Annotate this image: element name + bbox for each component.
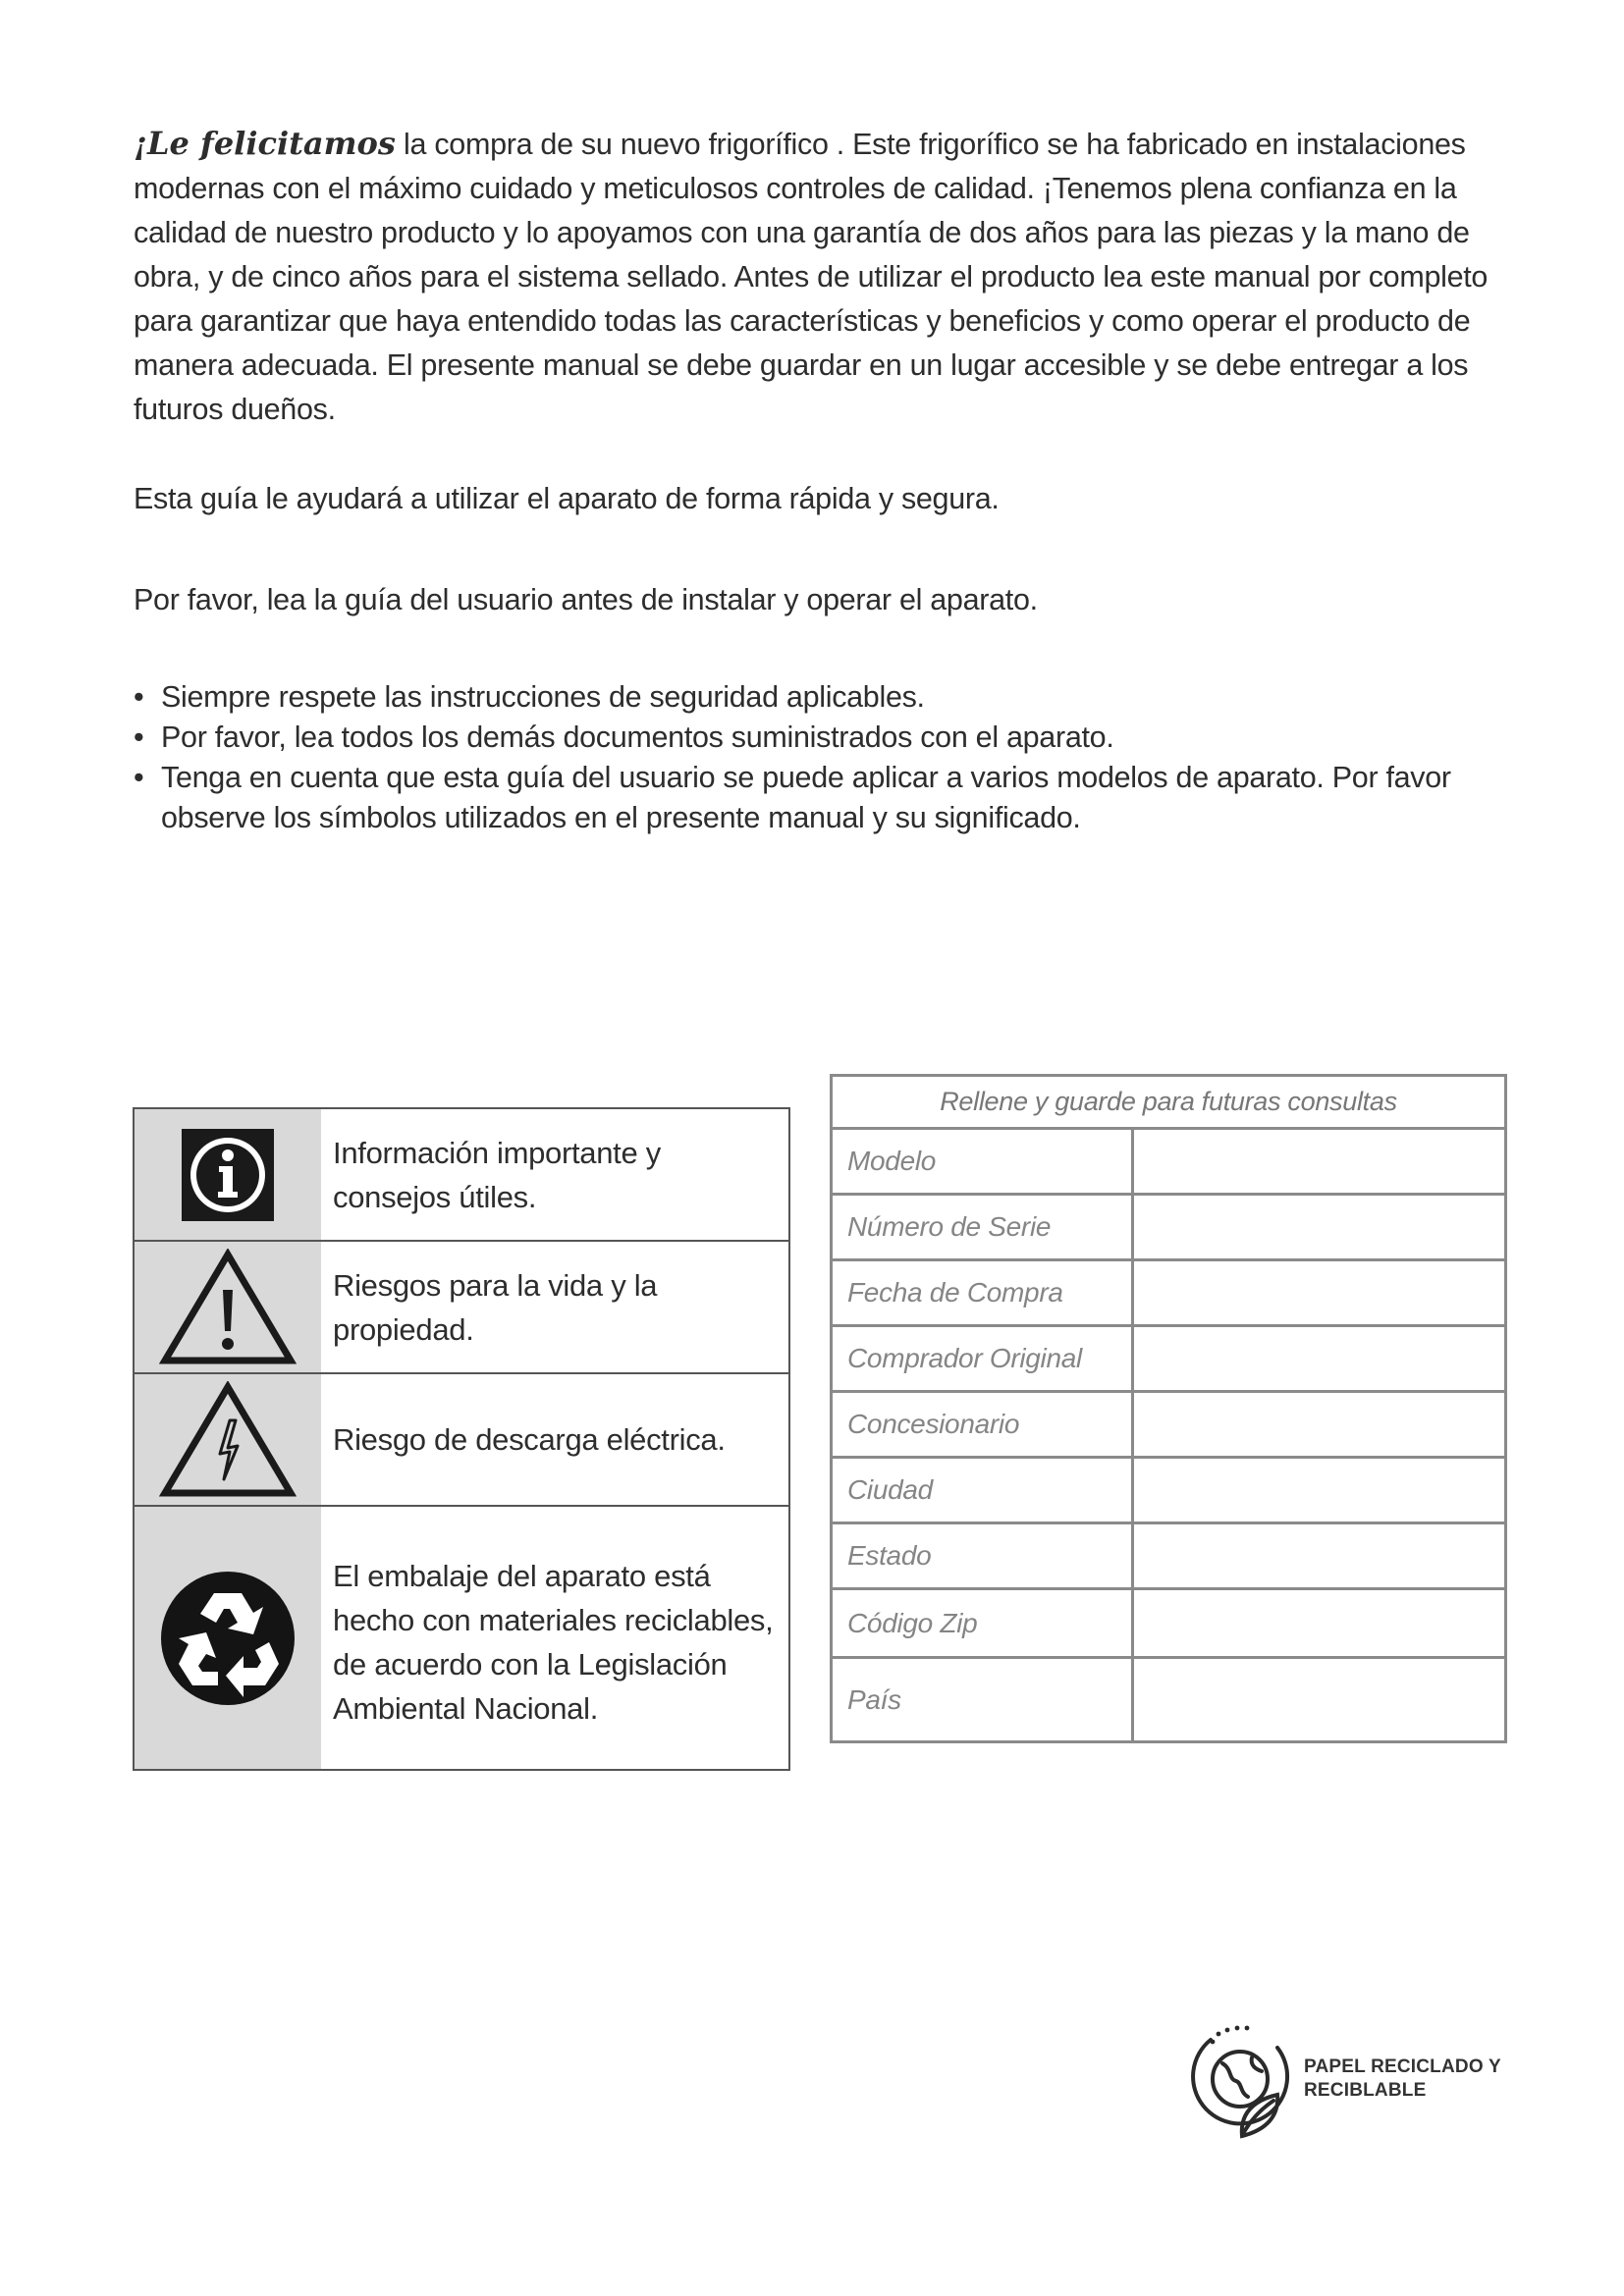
- field-label: Comprador Original: [847, 1343, 1082, 1373]
- table-row: [833, 1261, 1504, 1327]
- city-field[interactable]: [1131, 1459, 1504, 1522]
- field-label: Fecha de Compra: [847, 1277, 1063, 1308]
- registration-table: [830, 1074, 1507, 1743]
- table-row: [833, 1659, 1504, 1740]
- field-label: Modelo: [847, 1146, 937, 1176]
- dealer-field[interactable]: [1131, 1393, 1504, 1456]
- model-field[interactable]: [1131, 1130, 1504, 1193]
- legend-icon-cell: [135, 1109, 321, 1240]
- table-row: [833, 1459, 1504, 1524]
- recycle-icon: [159, 1570, 297, 1707]
- table-row: [833, 1196, 1504, 1261]
- table-row: [833, 1393, 1504, 1459]
- field-label: Número de Serie: [847, 1211, 1052, 1242]
- state-field[interactable]: [1131, 1524, 1504, 1587]
- greeting: ¡Le felicitamos: [134, 125, 396, 162]
- legend-icon-cell: [135, 1374, 321, 1505]
- badge-label: [1304, 2056, 1501, 2103]
- purchase-date-field[interactable]: [1131, 1261, 1504, 1324]
- field-label: País: [847, 1683, 901, 1715]
- recycled-paper-badge: [1183, 2020, 1517, 2148]
- recycled-paper-icon: [1183, 2020, 1299, 2142]
- legend-icon-cell: [135, 1507, 321, 1769]
- table-row: [833, 1590, 1504, 1659]
- original-buyer-field[interactable]: [1131, 1327, 1504, 1390]
- serial-number-field[interactable]: [1131, 1196, 1504, 1258]
- electric-shock-icon: [159, 1381, 297, 1499]
- symbol-legend-table: [133, 1107, 790, 1771]
- table-row: [833, 1524, 1504, 1590]
- table-row: [833, 1327, 1504, 1393]
- registration-title: Rellene y guarde para futuras consultas: [833, 1077, 1504, 1130]
- legend-row-recycle: [135, 1507, 788, 1769]
- guide-note: Esta guía le ayudará a utilizar el aparato de forma rápida y segura.: [134, 482, 1000, 515]
- legend-text: El embalaje del aparato está hecho con materiales reciclables, de acuerdo con la Legislación Ambiental Nacional.: [333, 1558, 774, 1726]
- list-item: • Tenga en cuenta que esta guía del usuario se puede aplicar a varios modelos de aparato. Por favor observe los símbolos utilizados en el presente manual y su significado.: [134, 758, 1487, 838]
- bullet-list: [134, 677, 1508, 838]
- read-note: Por favor, lea la guía del usuario antes de instalar y operar el aparato.: [134, 583, 1038, 616]
- list-item: • Por favor, lea todos los demás documentos suministrados con el aparato.: [134, 718, 1508, 758]
- badge-line-1: PAPEL RECICLADO Y: [1304, 2056, 1501, 2077]
- list-item: • Siempre respete las instrucciones de seguridad aplicables.: [134, 677, 1508, 718]
- intro-body: la compra de su nuevo frigorífico . Este frigorífico se ha fabricado en instalaciones modernas con el máximo cuidado y meticulosos controles de calidad. ¡Tenemos plena confianza en la calidad de nuestro producto y lo apoyamos con una garantía de dos años para las piezas y la mano de obra, y de cinco años para el sistema sellado. Antes de utilizar el producto lea este manual por completo para garantizar que haya entendido todas las características y beneficios y como operar el producto de manera adecuada. El presente manual se debe guardar en un lugar accesible y se debe entregar a los futuros dueños.: [134, 128, 1489, 426]
- table-row: [833, 1130, 1504, 1196]
- badge-line-2: RECIBLABLE: [1304, 2080, 1427, 2101]
- field-label: Concesionario: [847, 1409, 1020, 1439]
- legend-row-info: [135, 1109, 788, 1242]
- legend-text: Información importante y consejos útiles.: [333, 1135, 661, 1214]
- warning-icon: [159, 1249, 297, 1366]
- zip-code-field[interactable]: [1131, 1590, 1504, 1656]
- legend-row-electric: [135, 1374, 788, 1507]
- legend-text: Riesgos para la vida y la propiedad.: [333, 1267, 658, 1347]
- legend-row-warning: [135, 1242, 788, 1374]
- intro-paragraph: [134, 122, 1508, 432]
- country-field[interactable]: [1131, 1659, 1504, 1740]
- field-label: Estado: [847, 1540, 932, 1571]
- legend-icon-cell: [135, 1242, 321, 1372]
- field-label: Ciudad: [847, 1474, 933, 1505]
- field-label: Código Zip: [847, 1607, 978, 1638]
- legend-text: Riesgo de descarga eléctrica.: [333, 1422, 726, 1457]
- info-icon: [182, 1129, 274, 1221]
